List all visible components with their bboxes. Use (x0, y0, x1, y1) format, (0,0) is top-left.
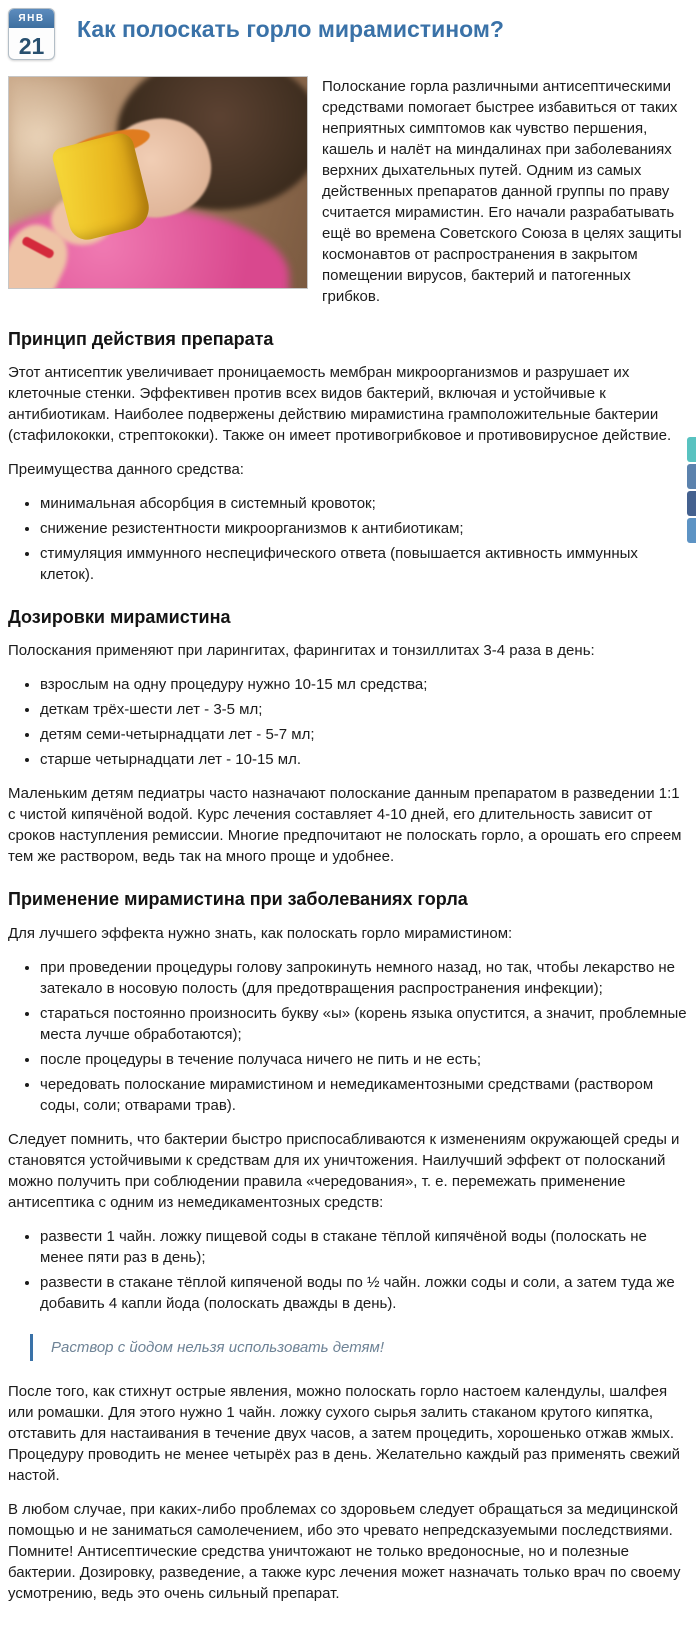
list-item: • при проведении процедуры голову запрокинуть немного назад, но так, чтобы лекарство не затекало в носовую полость (для предотвращения распространения инфекции); (40, 957, 688, 999)
paragraph: Преимущества данного средства: (8, 461, 244, 479)
paragraph: Маленьким детям педиатры часто назначают полоскание данным препаратом в разведении 1:1 с чистой кипячёной водой. Курс лечения составляет 4-10 дней, его длительность зависит от сроков наступления ремиссии. Многие предпочитают не полоскать горло, а орошать его спреем тем же раствором, ведь так на много проще и удобнее. (8, 785, 682, 866)
paragraph: После того, как стихнут острые явления, можно полоскать горло настоем календулы, шалфея или ромашки. Для этого нужно 1 чайн. ложку сухого сырья залить стаканом крутого кипятка, отставить для настаивания в течение двух часов, а затем процедить, хорошенько отжав жмых. Процедуру проводить не менее четырёх раз в день. Желательно каждый раз применять свежий настой. (8, 1382, 681, 1484)
share-button[interactable] (687, 437, 696, 462)
section-heading-application: Применение мирамистина при заболеваниях горла (8, 889, 468, 910)
list-item: • взрослым на одну процедуру нужно 10-15 мл средства; (40, 674, 688, 695)
list-item: • развести 1 чайн. ложку пищевой соды в стакане тёплой кипячёной воды (полоскать не менее пяти раз в день); (40, 1226, 688, 1268)
list-item: • стараться постоянно произносить букву «ы» (корень языка опустится, а значит, проблемные места лучше обработаются); (40, 1003, 688, 1045)
alternation-list (8, 1226, 688, 1314)
article-photo-girl-drinking (8, 76, 308, 289)
share-button[interactable] (687, 464, 696, 489)
list-item: • развести в стакане тёплой кипяченой воды по ½ чайн. ложки соды и соли, а затем туда же добавить 4 капли йода (полоскать дважды в день). (40, 1272, 688, 1314)
list-item: • чередовать полоскание мирамистином и немедикаментозными средствами (раствором соды, соли; отварами трав). (40, 1074, 688, 1116)
intro-paragraph: Полоскание горла различными антисептическими средствами помогает быстрее избавиться от таких неприятных симптомов как чувство першения, кашель и налёт на миндалинах при заболеваниях верхних дыхательных путей. Одним из самых действенных препаратов данной группы по праву считается мирамистин. Его начали разрабатывать ещё во времена Советского Союза в целях защиты космонавтов от распространения в закрытом помещении вирусов, бактерий и патогенных грибков. (322, 78, 682, 305)
calendar-day: 21 (18, 33, 45, 59)
intro-section (8, 76, 688, 307)
list-item: • снижение резистентности микроорганизмов к антибиотикам; (40, 518, 688, 539)
share-button[interactable] (687, 518, 696, 543)
share-bar (687, 437, 696, 543)
list-item: • деткам трёх-шести лет - 3-5 мл; (40, 699, 688, 720)
list-item: • старше четырнадцати лет - 10-15 мл. (40, 749, 688, 770)
list-item: • после процедуры в течение получаса ничего не пить и не есть; (40, 1049, 688, 1070)
list-item: • минимальная абсорбция в системный кровоток; (40, 493, 688, 514)
warning-quote (30, 1334, 688, 1361)
calendar-date-badge (8, 8, 55, 60)
warning-quote-text: Раствор с йодом нельзя использовать детям! (51, 1338, 384, 1356)
section-heading-principle: Принцип действия препарата (8, 329, 274, 349)
calendar-month: ЯНВ (9, 9, 54, 28)
paragraph: Следует помнить, что бактерии быстро приспосабливаются к изменениям окружающей среды и становятся устойчивыми к средствам для их уничтожения. Наилучший эффект от полосканий можно получить при соблюдении правила «чередования», т. е. перемежать применение антисептика с одним из немедикаментозных средств: (8, 1130, 680, 1211)
paragraph: Для лучшего эффекта нужно знать, как полоскать горло мирамистином: (8, 924, 513, 942)
share-button[interactable] (687, 491, 696, 516)
page-title: Как полоскать горло мирамистином? (77, 16, 504, 42)
paragraph: В любом случае, при каких-либо проблемах со здоровьем следует обращаться за медицинской помощью и не заниматься самолечением, ибо это чревато непредсказуемыми последствиями. Помните! Антисептические средства уничтожают не только вредоносные, но и полезные бактерии. Дозировку, разведение, а также курс лечения может назначать только врач по своему усмотрению, ведь это очень сильный препарат. (8, 1500, 681, 1602)
dosage-list (8, 674, 688, 770)
application-list (8, 957, 688, 1116)
paragraph: Этот антисептик увеличивает проницаемость мембран микроорганизмов и разрушает их клеточные стенки. Эффективен против всех видов бактерий, включая и устойчивые к антибиотикам. Наиболее подвержены действию мирамистина грамположительные бактерии (стафилококки, стрептококки). Также он имеет противогрибковое и противовирусное действие. (8, 364, 672, 445)
advantages-list (8, 493, 688, 585)
article-header (8, 8, 688, 60)
list-item: • детям семи-четырнадцати лет - 5-7 мл; (40, 724, 688, 745)
list-item: • стимуляция иммунного неспецифического ответа (повышается активность иммунных клеток). (40, 543, 688, 585)
paragraph: Полоскания применяют при ларингитах, фарингитах и тонзиллитах 3-4 раза в день: (8, 642, 595, 660)
section-heading-dosage: Дозировки мирамистина (8, 607, 231, 628)
